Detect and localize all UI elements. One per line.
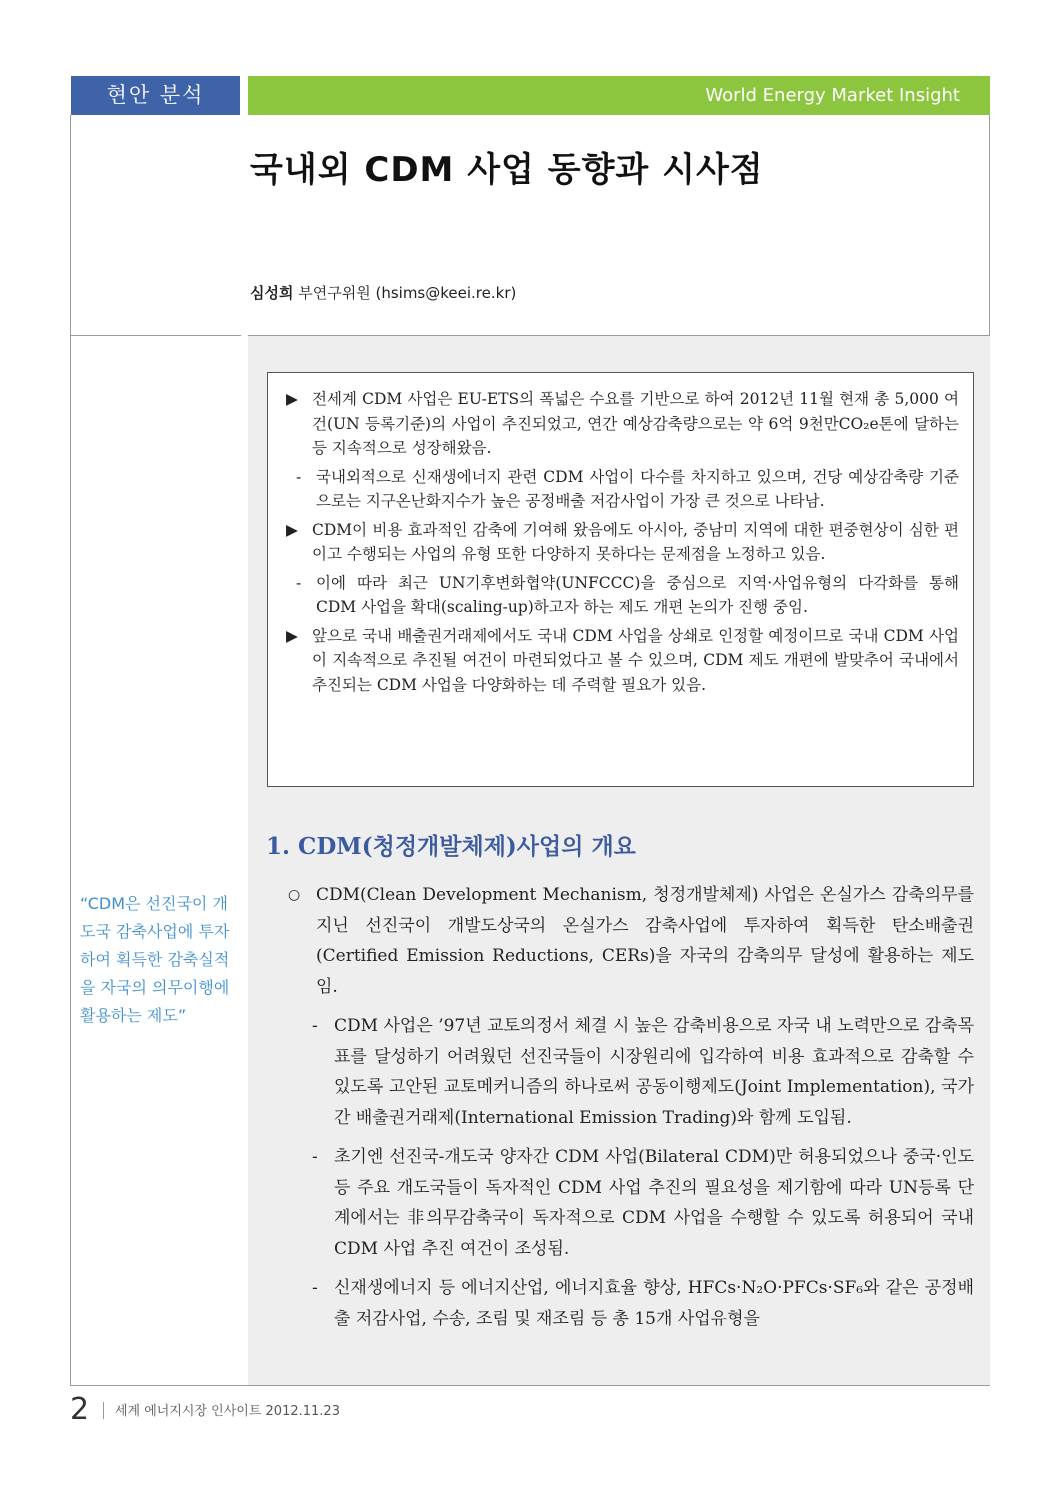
- triangle-bullet-icon: ▶: [286, 390, 298, 408]
- page-number: 2: [70, 1392, 90, 1427]
- dash-bullet-icon: -: [312, 1147, 318, 1167]
- dash-bullet-icon: -: [312, 1016, 318, 1036]
- summary-item: [286, 571, 959, 620]
- body-paragraph: [288, 880, 974, 1002]
- dash-bullet-icon: -: [296, 467, 302, 486]
- summary-item-text: 앞으로 국내 배출권거래제에서도 국내 CDM 사업을 상쇄로 인정할 예정이므로 국내 CDM 사업이 지속적으로 추진될 여건이 마련되었다고 볼 수 있으며, CDM 제도 개편에 발맞추어 국내에서 추진되는 CDM 사업을 다양화하는 데 주력할 필요가 있음.: [312, 626, 959, 694]
- header-divider-left: [70, 335, 241, 336]
- body-paragraph-text: CDM(Clean Development Mechanism, 청정개발체제) 사업은 온실가스 감축의무를 지닌 선진국이 개발도상국의 온실가스 감축사업에 투자하여 획득한 탄소배출권(Certified Emission Reductions, CERs)을 자국의 감축의무 달성에 활용하는 제도임.: [316, 885, 974, 997]
- side-pull-quote: “CDM은 선진국이 개도국 감축사업에 투자하여 획득한 감축실적을 자국의 의무이행에 활용하는 제도”: [80, 894, 230, 1025]
- series-title: World Energy Market Insight: [248, 76, 990, 115]
- dash-bullet-icon: -: [312, 1278, 318, 1298]
- summary-item: [286, 518, 959, 567]
- summary-box: [267, 372, 974, 787]
- summary-item: [286, 624, 959, 698]
- triangle-bullet-icon: ▶: [286, 626, 298, 645]
- article-title: 국내외 CDM 사업 동향과 시사점: [250, 150, 764, 190]
- summary-item-text: 국내외적으로 신재생에너지 관련 CDM 사업이 다수를 차지하고 있으며, 건당 예상감축량 기준으로는 지구온난화지수가 높은 공정배출 저감사업이 가장 큰 것으로 나타남.: [316, 467, 959, 510]
- summary-item: [286, 387, 959, 461]
- triangle-bullet-icon: ▶: [286, 520, 298, 539]
- body-paragraph-text: 초기엔 선진국-개도국 양자간 CDM 사업(Bilateral CDM)만 허용되었으나 중국·인도 등 주요 개도국들이 독자적인 CDM 사업 추진의 필요성을 제기함에 따라 UN등록 단계에서는 非의무감축국이 독자적으로 CDM 사업을 수행할 수 있도록 허용되어 국내 CDM 사업 추진 여건이 조성됨.: [334, 1147, 974, 1259]
- summary-item-text: 전세계 CDM 사업은 EU-ETS의 폭넓은 수요를 기반으로 하여 2012년 11월 현재 총 5,000 여건(UN 등록기준)의 사업이 추진되었고, 연간 예상감축량으로는 약 6억 9천만CO₂e톤에 달하는 등 지속적으로 성장해왔음.: [312, 390, 959, 457]
- author-role-email: 부연구위원 (hsims@keei.re.kr): [298, 284, 517, 302]
- summary-item-text: CDM이 비용 효과적인 감축에 기여해 왔음에도 아시아, 중남미 지역에 대한 편중현상이 심한 편이고 수행되는 사업의 유형 또한 다양하지 못하다는 문제점을 노정하고 있음.: [312, 520, 959, 563]
- footer-separator: [103, 1402, 104, 1419]
- footer-publication: 세계 에너지시장 인사이트 2012.11.23: [115, 1404, 340, 1419]
- body-paragraph: [288, 1273, 974, 1334]
- body-paragraph-text: CDM 사업은 ’97년 교토의정서 체결 시 높은 감축비용으로 자국 내 노력만으로 감축목표를 달성하기 어려웠던 선진국들이 시장원리에 입각하여 비용 효과적으로 감축할 수 있도록 고안된 교토메커니즘의 하나로써 공동이행제도(Joint Implementation), 국가 간 배출권거래제(International Emission Trading)와 함께 도입됨.: [334, 1016, 974, 1128]
- section-label: 현안 분석: [71, 76, 240, 115]
- summary-item: [286, 465, 959, 514]
- left-margin-line: [70, 115, 71, 1385]
- author-line: [250, 282, 516, 303]
- author-name: 심성희: [250, 284, 294, 302]
- dash-bullet-icon: -: [296, 573, 302, 592]
- section-heading: 1. CDM(청정개발체제)사업의 개요: [266, 833, 636, 860]
- circle-bullet-icon: ○: [288, 887, 301, 903]
- summary-item-text: 이에 따라 최근 UN기후변화협약(UNFCCC)을 중심으로 지역·사업유형의 다각화를 통해 CDM 사업을 확대(scaling-up)하고자 하는 제도 개편 논의가 진행 중임.: [316, 573, 959, 616]
- footer-divider: [70, 1385, 990, 1386]
- right-margin-line: [989, 115, 990, 336]
- body-paragraph-text: 신재생에너지 등 에너지산업, 에너지효율 향상, HFCs·N₂O·PFCs·SF₆와 같은 공정배출 저감사업, 수송, 조림 및 재조림 등 총 15개 사업유형을: [334, 1278, 974, 1329]
- section-body: [288, 880, 974, 1343]
- body-paragraph: [288, 1142, 974, 1264]
- body-paragraph: [288, 1011, 974, 1133]
